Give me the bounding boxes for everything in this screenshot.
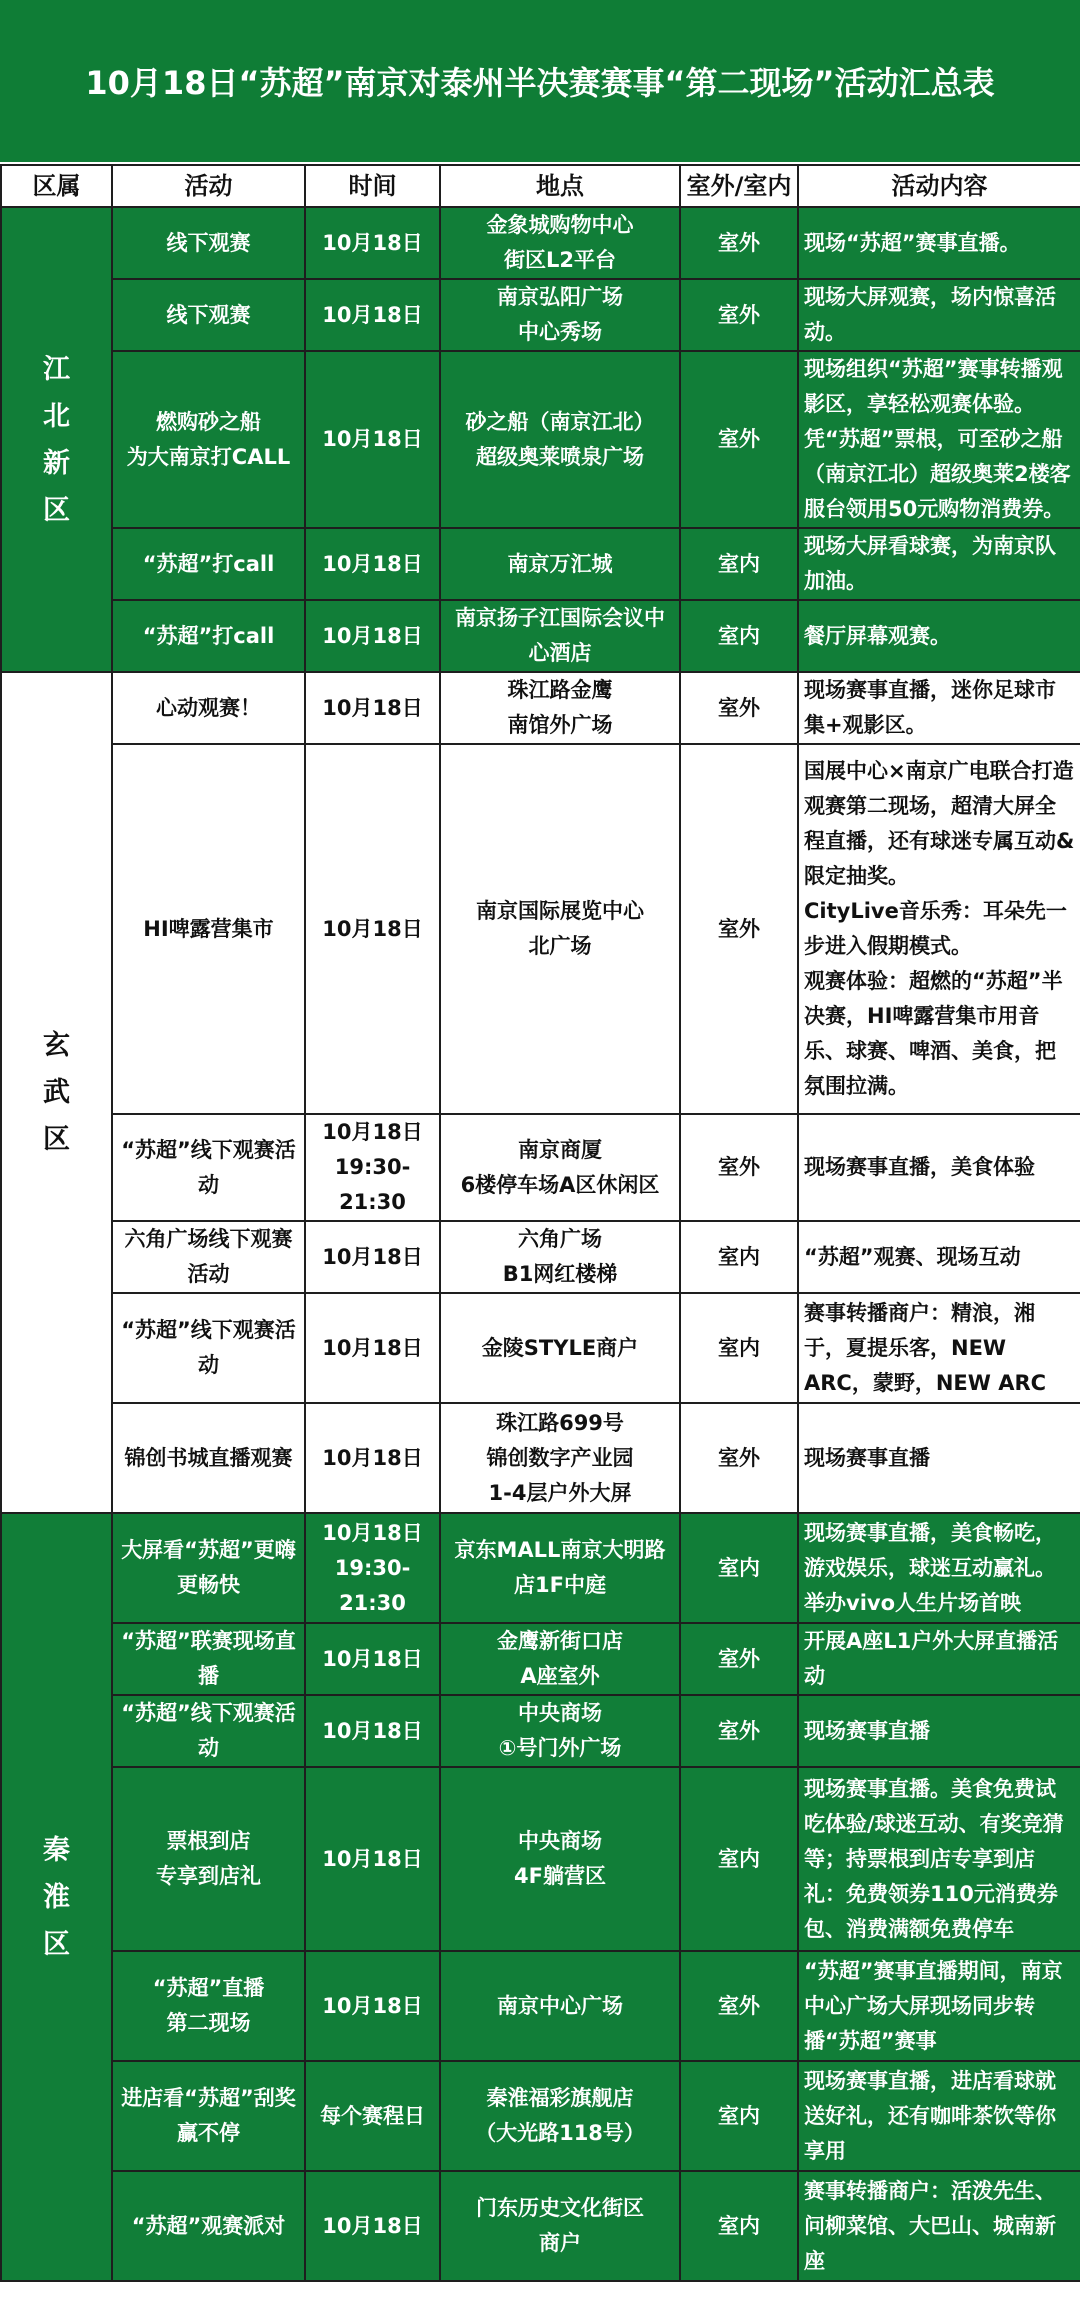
district-char: 区	[43, 494, 70, 526]
time-cell: 10月18日 19:30-21:30	[305, 1114, 440, 1221]
activity-cell: “苏超”打call	[112, 600, 305, 672]
activity-cell: 大屏看“苏超”更嗨更畅快	[112, 1513, 305, 1623]
content-cell: “苏超”赛事直播期间，南京中心广场大屏现场同步转播“苏超”赛事	[798, 1951, 1080, 2061]
time-cell: 10月18日	[305, 1951, 440, 2061]
indoor-outdoor-cell: 室外	[680, 672, 798, 744]
activity-cell: “苏超”线下观赛活动	[112, 1695, 305, 1767]
time-cell: 10月18日	[305, 1695, 440, 1767]
table-row	[1, 1114, 1080, 1221]
page-title: 10月18日“苏超”南京对泰州半决赛赛事“第二现场”活动汇总表	[85, 64, 995, 102]
content-cell: 现场“苏超”赛事直播。	[798, 207, 1080, 279]
table-row	[1, 744, 1080, 1114]
indoor-outdoor-cell: 室外	[680, 351, 798, 528]
indoor-outdoor-cell: 室内	[680, 1513, 798, 1623]
content-cell: 赛事转播商户：活泼先生、问柳菜馆、大巴山、城南新座	[798, 2171, 1080, 2281]
place-cell: 京东MALL南京大明路店1F中庭	[440, 1513, 680, 1623]
place-cell: 金陵STYLE商户	[440, 1293, 680, 1403]
header-activity: 活动	[112, 165, 305, 207]
time-cell: 10月18日	[305, 207, 440, 279]
time-cell: 10月18日	[305, 672, 440, 744]
indoor-outdoor-cell: 室外	[680, 1114, 798, 1221]
place-cell: 金鹰新街口店 A座室外	[440, 1623, 680, 1695]
activity-cell: “苏超”观赛派对	[112, 2171, 305, 2281]
table-row	[1, 1293, 1080, 1403]
district-char: 北	[43, 400, 70, 432]
table-row	[1, 672, 1080, 744]
activity-cell: “苏超”直播 第二现场	[112, 1951, 305, 2061]
activity-cell: “苏超”联赛现场直播	[112, 1623, 305, 1695]
content-cell: “苏超”观赛、现场互动	[798, 1221, 1080, 1293]
time-cell: 10月18日	[305, 600, 440, 672]
table-row	[1, 1221, 1080, 1293]
content-cell: 现场赛事直播	[798, 1403, 1080, 1513]
district-char: 武	[43, 1077, 70, 1108]
indoor-outdoor-cell: 室外	[680, 1695, 798, 1767]
indoor-outdoor-cell: 室外	[680, 207, 798, 279]
content-cell: 赛事转播商户：精浪，湘于，夏提乐客，NEW ARC，蒙野，NEW ARC	[798, 1293, 1080, 1403]
table-row	[1, 351, 1080, 528]
table-row	[1, 1403, 1080, 1513]
title-banner	[0, 0, 1080, 162]
header-place: 地点	[440, 165, 680, 207]
district-char: 区	[43, 1124, 70, 1155]
header-district: 区属	[1, 165, 112, 207]
activity-cell: 进店看“苏超”刮奖赢不停	[112, 2061, 305, 2171]
table-body	[1, 207, 1080, 2281]
content-cell: 现场赛事直播，美食体验	[798, 1114, 1080, 1221]
time-cell: 10月18日 19:30-21:30	[305, 1513, 440, 1623]
district-char: 江	[43, 353, 70, 385]
time-cell: 10月18日	[305, 1403, 440, 1513]
indoor-outdoor-cell: 室内	[680, 2061, 798, 2171]
content-cell: 现场赛事直播，进店看球就送好礼，还有咖啡茶饮等你享用	[798, 2061, 1080, 2171]
place-cell: 南京中心广场	[440, 1951, 680, 2061]
time-cell: 10月18日	[305, 279, 440, 351]
district-char: 新	[43, 447, 70, 479]
indoor-outdoor-cell: 室外	[680, 1951, 798, 2061]
table-row	[1, 1695, 1080, 1767]
time-cell: 10月18日	[305, 1767, 440, 1951]
time-cell: 10月18日	[305, 2171, 440, 2281]
table-row	[1, 2061, 1080, 2171]
place-cell: 南京商厦 6楼停车场A区休闲区	[440, 1114, 680, 1221]
place-cell: 门东历史文化街区 商户	[440, 2171, 680, 2281]
time-cell: 10月18日	[305, 1623, 440, 1695]
indoor-outdoor-cell: 室内	[680, 2171, 798, 2281]
content-cell: 现场组织“苏超”赛事转播观影区，享轻松观赛体验。凭“苏超”票根，可至砂之船（南京江北）超级奥莱2楼客服台领用50元购物消费券。	[798, 351, 1080, 528]
table-row	[1, 2171, 1080, 2281]
place-cell: 珠江路金鹰 南馆外广场	[440, 672, 680, 744]
time-cell: 10月18日	[305, 1221, 440, 1293]
indoor-outdoor-cell: 室外	[680, 744, 798, 1114]
place-cell: 砂之船（南京江北） 超级奥莱喷泉广场	[440, 351, 680, 528]
place-cell: 六角广场 B1网红楼梯	[440, 1221, 680, 1293]
place-cell: 金象城购物中心 街区L2平台	[440, 207, 680, 279]
activity-cell: HI啤露营集市	[112, 744, 305, 1114]
content-cell: 餐厅屏幕观赛。	[798, 600, 1080, 672]
district-char: 淮	[43, 1881, 70, 1913]
content-cell: 开展A座L1户外大屏直播活动	[798, 1623, 1080, 1695]
activity-table	[0, 164, 1080, 2282]
indoor-outdoor-cell: 室内	[680, 1293, 798, 1403]
indoor-outdoor-cell: 室内	[680, 528, 798, 600]
district-char: 区	[43, 1928, 70, 1960]
place-cell: 南京弘阳广场 中心秀场	[440, 279, 680, 351]
district-cell	[1, 207, 112, 672]
content-cell: 现场大屏看球赛，为南京队加油。	[798, 528, 1080, 600]
table-row	[1, 528, 1080, 600]
district-char: 秦	[43, 1834, 70, 1866]
district-cell	[1, 1513, 112, 2281]
place-cell: 南京国际展览中心 北广场	[440, 744, 680, 1114]
activity-cell: 六角广场线下观赛活动	[112, 1221, 305, 1293]
activity-cell: “苏超”打call	[112, 528, 305, 600]
time-cell: 10月18日	[305, 1293, 440, 1403]
content-cell: 现场赛事直播。美食免费试吃体验/球迷互动、有奖竞猜等；持票根到店专享到店礼：免费领券110元消费券包、消费满额免费停车	[798, 1767, 1080, 1951]
table-row	[1, 1623, 1080, 1695]
content-cell: 现场赛事直播，迷你足球市集+观影区。	[798, 672, 1080, 744]
place-cell: 南京扬子江国际会议中心酒店	[440, 600, 680, 672]
place-cell: 秦淮福彩旗舰店 （大光路118号）	[440, 2061, 680, 2171]
activity-cell: 线下观赛	[112, 207, 305, 279]
district-char: 玄	[43, 1030, 70, 1061]
activity-cell: 票根到店 专享到店礼	[112, 1767, 305, 1951]
indoor-outdoor-cell: 室内	[680, 1221, 798, 1293]
time-cell: 10月18日	[305, 744, 440, 1114]
header-indoor-outdoor: 室外/室内	[680, 165, 798, 207]
table-row	[1, 600, 1080, 672]
place-cell: 中央商场 ①号门外广场	[440, 1695, 680, 1767]
content-cell: 现场赛事直播，美食畅吃，游戏娱乐，球迷互动赢礼。举办vivo人生片场首映	[798, 1513, 1080, 1623]
activity-cell: “苏超”线下观赛活动	[112, 1114, 305, 1221]
activity-cell: 线下观赛	[112, 279, 305, 351]
table-row	[1, 1767, 1080, 1951]
table-header-row	[1, 165, 1080, 207]
table-row	[1, 1513, 1080, 1623]
indoor-outdoor-cell: 室内	[680, 1767, 798, 1951]
activity-cell: 燃购砂之船 为大南京打CALL	[112, 351, 305, 528]
time-cell: 10月18日	[305, 528, 440, 600]
header-content: 活动内容	[798, 165, 1080, 207]
header-time: 时间	[305, 165, 440, 207]
indoor-outdoor-cell: 室外	[680, 1403, 798, 1513]
activity-cell: 心动观赛！	[112, 672, 305, 744]
time-cell: 10月18日	[305, 351, 440, 528]
table-row	[1, 1951, 1080, 2061]
table-row	[1, 207, 1080, 279]
content-cell: 现场大屏观赛，场内惊喜活动。	[798, 279, 1080, 351]
activity-cell: 锦创书城直播观赛	[112, 1403, 305, 1513]
content-cell: 现场赛事直播	[798, 1695, 1080, 1767]
place-cell: 珠江路699号 锦创数字产业园 1-4层户外大屏	[440, 1403, 680, 1513]
time-cell: 每个赛程日	[305, 2061, 440, 2171]
table-row	[1, 279, 1080, 351]
content-cell: 国展中心×南京广电联合打造观赛第二现场，超清大屏全程直播，还有球迷专属互动&限定抽奖。 CityLive音乐秀：耳朵先一步进入假期模式。 观赛体验：超燃的“苏超”半决赛，HI啤露营集市用音乐、球赛、啤酒、美食，把氛围拉满。	[798, 744, 1080, 1114]
activity-cell: “苏超”线下观赛活动	[112, 1293, 305, 1403]
indoor-outdoor-cell: 室内	[680, 600, 798, 672]
place-cell: 南京万汇城	[440, 528, 680, 600]
indoor-outdoor-cell: 室外	[680, 279, 798, 351]
place-cell: 中央商场 4F躺营区	[440, 1767, 680, 1951]
district-cell	[1, 672, 112, 1513]
indoor-outdoor-cell: 室外	[680, 1623, 798, 1695]
